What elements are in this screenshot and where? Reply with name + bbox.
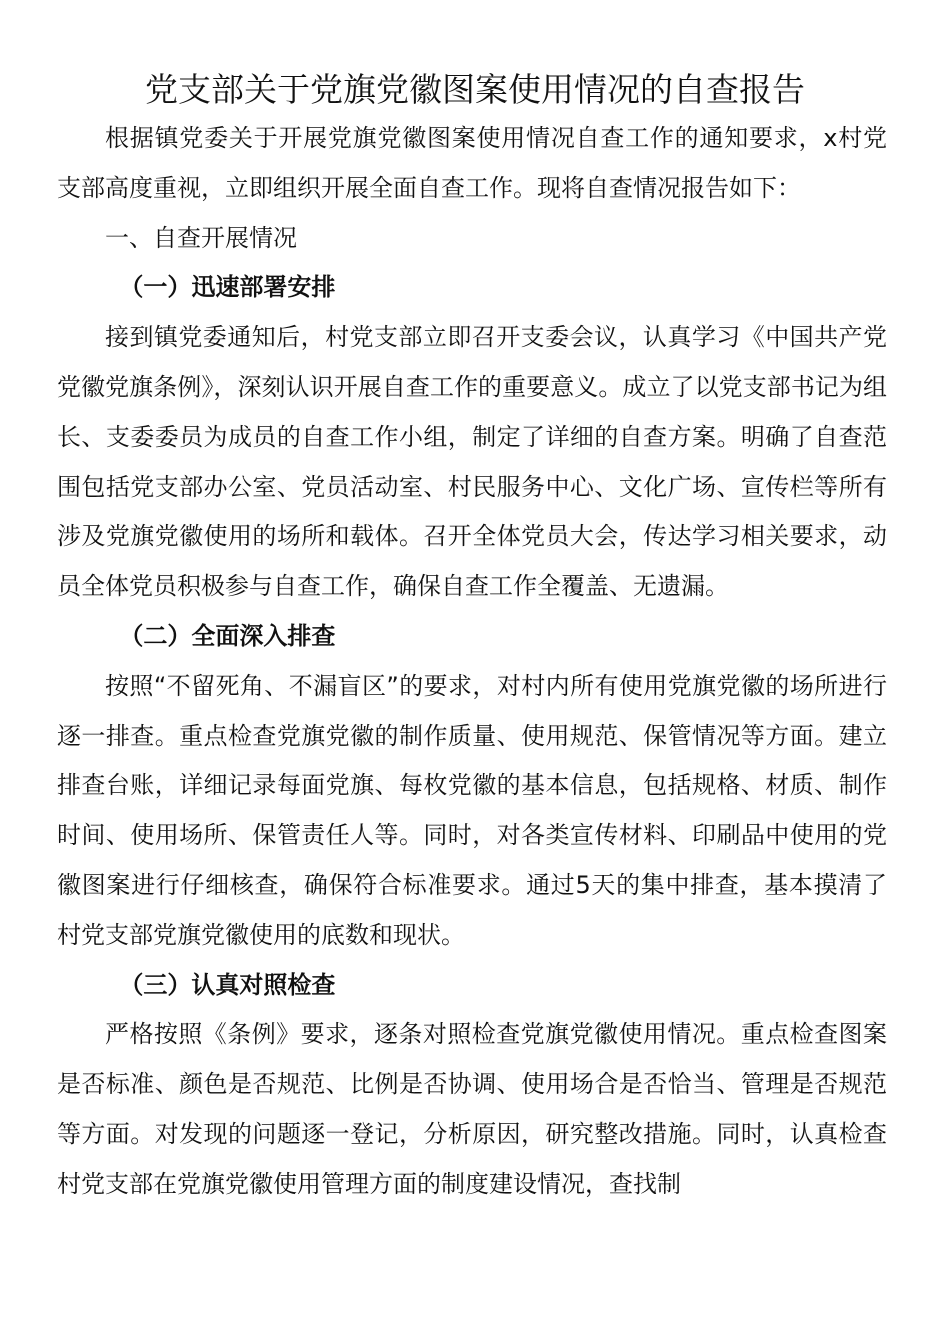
section-heading-1: 一、自查开展情况 bbox=[105, 223, 297, 252]
document-body bbox=[57, 114, 887, 1210]
subsection-heading-1: （一）迅速部署安排 bbox=[119, 273, 336, 302]
subsection-paragraph-3: 严格按照《条例》要求，逐条对照检查党旗党徽使用情况。重点检查图案是否标准、颜色是否规范、比例是否协调、使用场合是否恰当、管理是否规范等方面。对发现的问题逐一登记，分析原因，研究整改措施。同时，认真检查村党支部在党旗党徽使用管理方面的制度建设情况，查找制 bbox=[57, 1020, 887, 1198]
subsection-heading-2: （二）全面深入排查 bbox=[119, 621, 336, 650]
subsection-paragraph-1: 接到镇党委通知后，村党支部立即召开支委会议，认真学习《中国共产党党徽党旗条例》，深刻认识开展自查工作的重要意义。成立了以党支部书记为组长、支委委员为成员的自查工作小组，制定了详细的自查方案。明确了自查范围包括党支部办公室、党员活动室、村民服务中心、文化广场、宣传栏等所有涉及党旗党徽使用的场所和载体。召开全体党员大会，传达学习相关要求，动员全体党员积极参与自查工作，确保自查工作全覆盖、无遗漏。 bbox=[57, 323, 887, 601]
subsection-heading-3: （三）认真对照检查 bbox=[119, 970, 336, 999]
subsection-paragraph-2: 按照“不留死角、不漏盲区”的要求，对村内所有使用党旗党徽的场所进行逐一排查。重点检查党旗党徽的制作质量、使用规范、保管情况等方面。建立排查台账，详细记录每面党旗、每枚党徽的基本信息，包括规格、材质、制作时间、使用场所、保管责任人等。同时，对各类宣传材料、印刷品中使用的党徽图案进行仔细核查，确保符合标准要求。通过5天的集中排查，基本摸清了村党支部党旗党徽使用的底数和现状。 bbox=[57, 671, 887, 949]
intro-paragraph: 根据镇党委关于开展党旗党徽图案使用情况自查工作的通知要求，x村党支部高度重视，立即组织开展全面自查工作。现将自查情况报告如下： bbox=[57, 124, 887, 202]
document-title: 党支部关于党旗党徽图案使用情况的自查报告 bbox=[145, 70, 805, 109]
